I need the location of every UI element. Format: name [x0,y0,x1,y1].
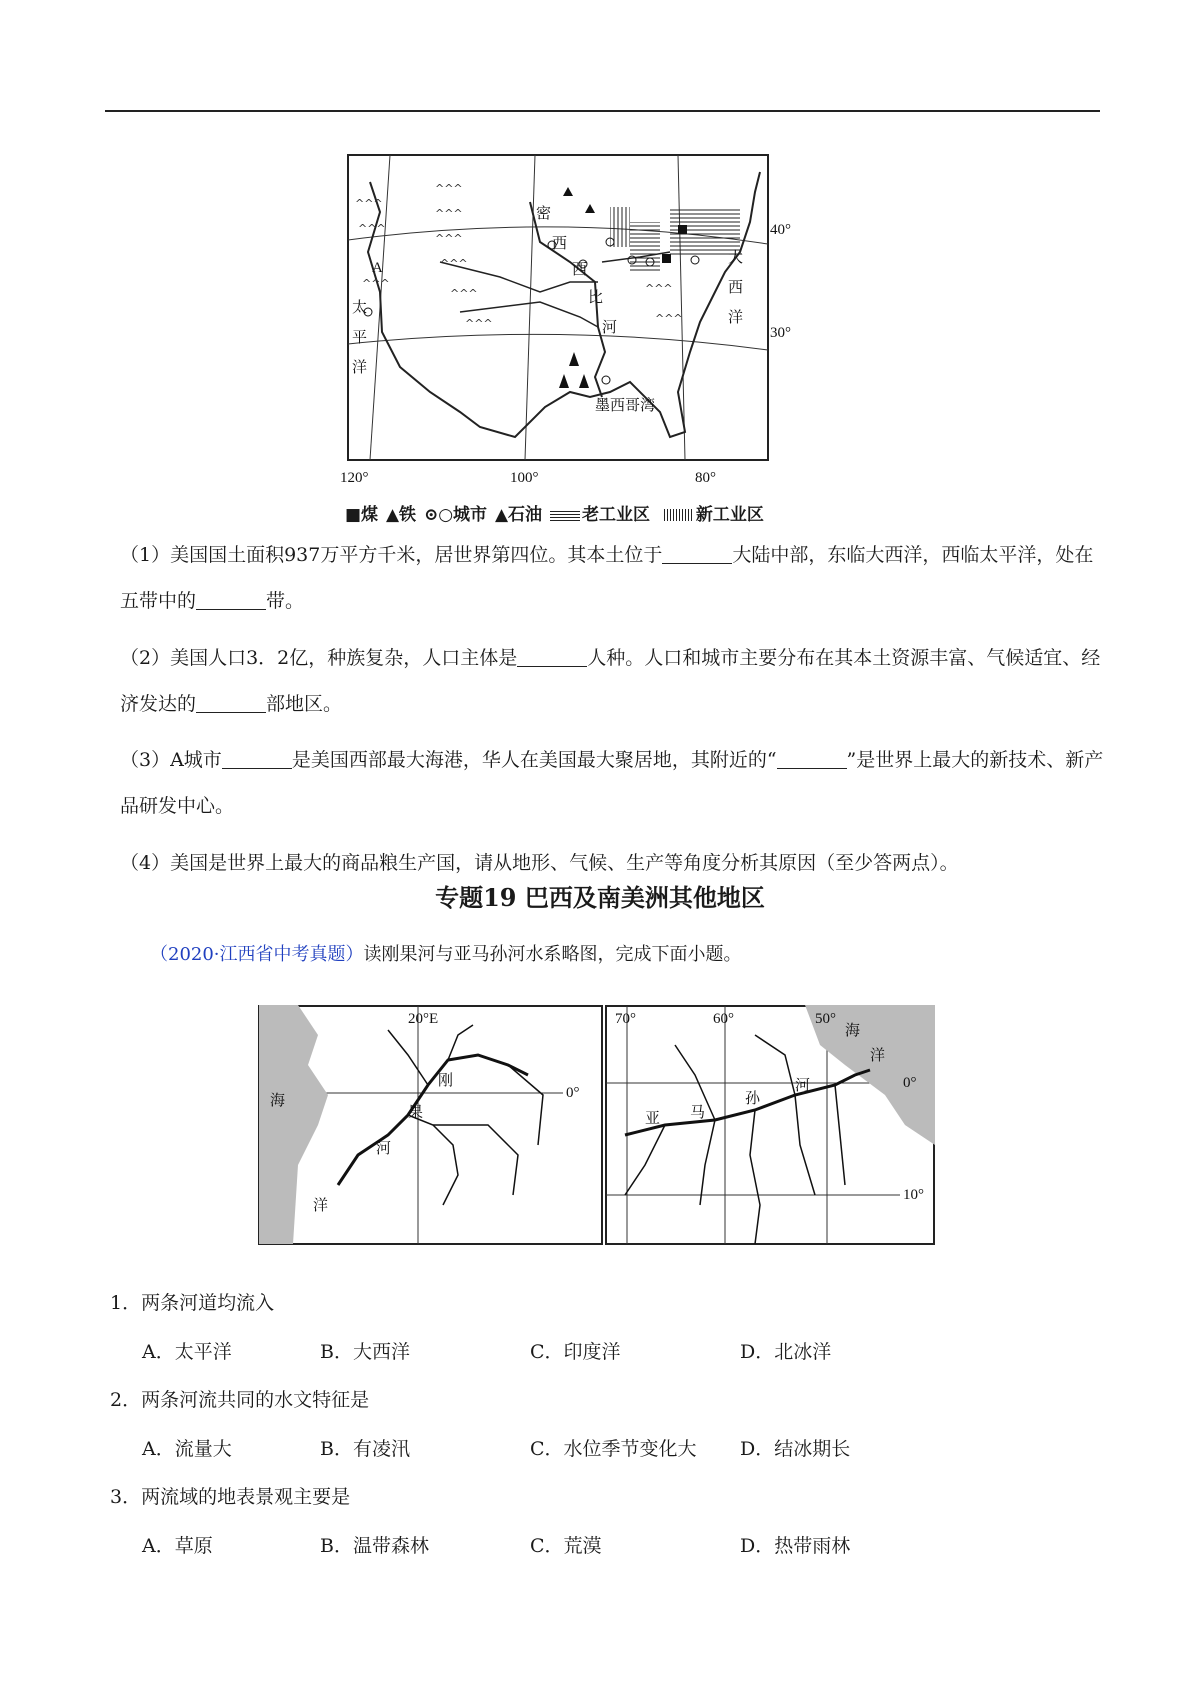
label-city-a: A [372,260,383,276]
svg-text:^^^: ^^^ [435,182,463,195]
legend-new-industry-swatch [664,509,694,521]
svg-text:^^^: ^^^ [435,232,463,245]
q2-text-b: 人种。人口和城市主要分布在其本土资源丰富、气候适宜、经济发达的 [120,647,1101,715]
congo-lon-label: 20°E [408,1011,439,1027]
mcq-1-option-a[interactable]: A．太平洋 [142,1341,232,1363]
legend-new-industry: 新工业区 [695,505,764,525]
label-atl-1: 大 [728,250,744,266]
mcq-2-option-b[interactable]: B．有凌汛 [320,1438,410,1460]
amazon-label-ocean: 洋 [870,1048,886,1064]
mcq-3-option-c[interactable]: C．荒漠 [530,1535,602,1557]
svg-text:^^^: ^^^ [435,207,463,220]
q2-blank-2 [196,692,266,713]
svg-text:^^^: ^^^ [358,222,386,235]
legend-coal: ■煤 [345,505,379,525]
q2-text-c: 部地区。 [266,693,343,715]
label-pac-2: 平 [352,330,368,346]
us-resource-map [340,152,840,497]
legend-oil: ▲石油 [494,505,543,525]
intro-line [150,940,742,966]
q1-blank-1 [662,543,732,564]
q1-blank-2 [196,589,266,610]
label-lat-40: 40° [770,222,791,238]
q3-text-b: 是美国西部最大海港，华人在美国最大聚居地，其附近的“ [291,749,777,771]
congo-river-map [258,1005,603,1245]
amazon-river-map [605,1005,935,1245]
legend-city: ⊙○城市 [423,505,488,525]
q2-blank-1 [517,646,587,667]
congo-label-gang: 刚 [438,1073,454,1089]
label-pac-3: 洋 [352,360,368,376]
label-mi-2: 西 [552,236,568,252]
mcq-3-option-b[interactable]: B．温带森林 [320,1535,429,1557]
mcq-2-option-a[interactable]: A．流量大 [142,1438,232,1460]
q3-text-a: （3）A城市 [120,749,222,771]
map-legend [345,500,766,525]
question-us-1 [120,532,1110,624]
label-mi-4: 比 [588,290,604,306]
svg-text:^^^: ^^^ [465,317,493,330]
q3-blank-1 [222,748,292,769]
intro-text: 读刚果河与亚马孙河水系略图，完成下面小题。 [363,944,742,965]
question-us-3 [120,737,1110,829]
amazon-label-ya: 亚 [645,1111,661,1127]
label-lon-80: 80° [695,470,716,486]
congo-label-ocean: 洋 [313,1198,329,1214]
mcq-1-option-d[interactable]: D．北冰洋 [740,1341,832,1363]
label-mi-3: 西 [572,262,588,278]
label-lat-30: 30° [770,325,791,341]
amazon-label-sea: 海 [845,1023,861,1039]
svg-text:^^^: ^^^ [355,197,383,210]
q3-text-c: ”是世界上最大的新技术、新产品研发中心。 [120,749,1104,817]
mcq-3-stem: 3．两流域的地表景观主要是 [110,1486,351,1508]
congo-label-guo: 果 [408,1105,424,1121]
congo-label-sea: 海 [270,1093,286,1109]
legend-old-industry-swatch [550,509,580,521]
amazon-lon60-label: 60° [713,1011,734,1027]
amazon-label-ma: 马 [690,1105,706,1121]
svg-text:^^^: ^^^ [362,277,390,290]
q2-text-a: （2）美国人口3．2亿，种族复杂，人口主体是 [120,647,518,669]
label-lon-120: 120° [340,470,369,486]
svg-text:^^^: ^^^ [655,312,683,325]
label-lon-100: 100° [510,470,539,486]
question-us-2 [120,635,1110,727]
svg-text:^^^: ^^^ [440,257,468,270]
mcq-3-option-a[interactable]: A．草原 [142,1535,213,1557]
amazon-label-he: 河 [795,1078,811,1094]
mcq-2-option-d[interactable]: D．结冰期长 [740,1438,851,1460]
header-rule [105,110,1100,112]
amazon-lon50-label: 50° [815,1011,836,1027]
mcq-2-option-c[interactable]: C．水位季节变化大 [530,1438,697,1460]
label-pac-1: 太 [352,300,368,316]
legend-iron: ▲铁 [385,505,417,525]
q1-text-c: 带。 [266,590,305,612]
amazon-lon70-label: 70° [615,1011,636,1027]
label-atl-2: 西 [728,280,744,296]
label-mi-5: 河 [602,320,618,336]
q3-blank-2 [777,748,847,769]
congo-label-he: 河 [376,1141,392,1157]
svg-text:^^^: ^^^ [645,282,673,295]
q4-text: （4）美国是世界上最大的商品粮生产国，请从地形、气候、生产等角度分析其原因（至少答两点）。 [120,852,959,874]
intro-source: （2020·江西省中考真题） [150,944,364,965]
mcq-2-stem: 2．两条河流共同的水文特征是 [110,1389,370,1411]
amazon-label-sun: 孙 [745,1091,761,1107]
label-mi-1: 密 [536,206,552,222]
label-atl-3: 洋 [728,310,744,326]
mcq-1-stem: 1．两条河道均流入 [110,1292,275,1314]
legend-old-industry: 老工业区 [581,505,650,525]
label-gulf: 墨西哥湾 [595,398,656,414]
svg-text:^^^: ^^^ [450,287,478,300]
q1-text-a: （1）美国国土面积937万平方千米，居世界第四位。其本土位于 [120,544,663,566]
section-title: 专题19 巴西及南美洲其他地区 [435,883,765,912]
congo-lat-label: 0° [566,1085,580,1101]
mcq-3-option-d[interactable]: D．热带雨林 [740,1535,851,1557]
mcq-1-option-b[interactable]: B．大西洋 [320,1341,410,1363]
q1-text-b: 大陆中部，东临大西洋，西临太平洋，处在五带中的 [120,544,1094,612]
amazon-lat0-label: 0° [903,1075,917,1091]
mcq-1-option-c[interactable]: C．印度洋 [530,1341,621,1363]
amazon-lat10-label: 10° [903,1187,924,1203]
